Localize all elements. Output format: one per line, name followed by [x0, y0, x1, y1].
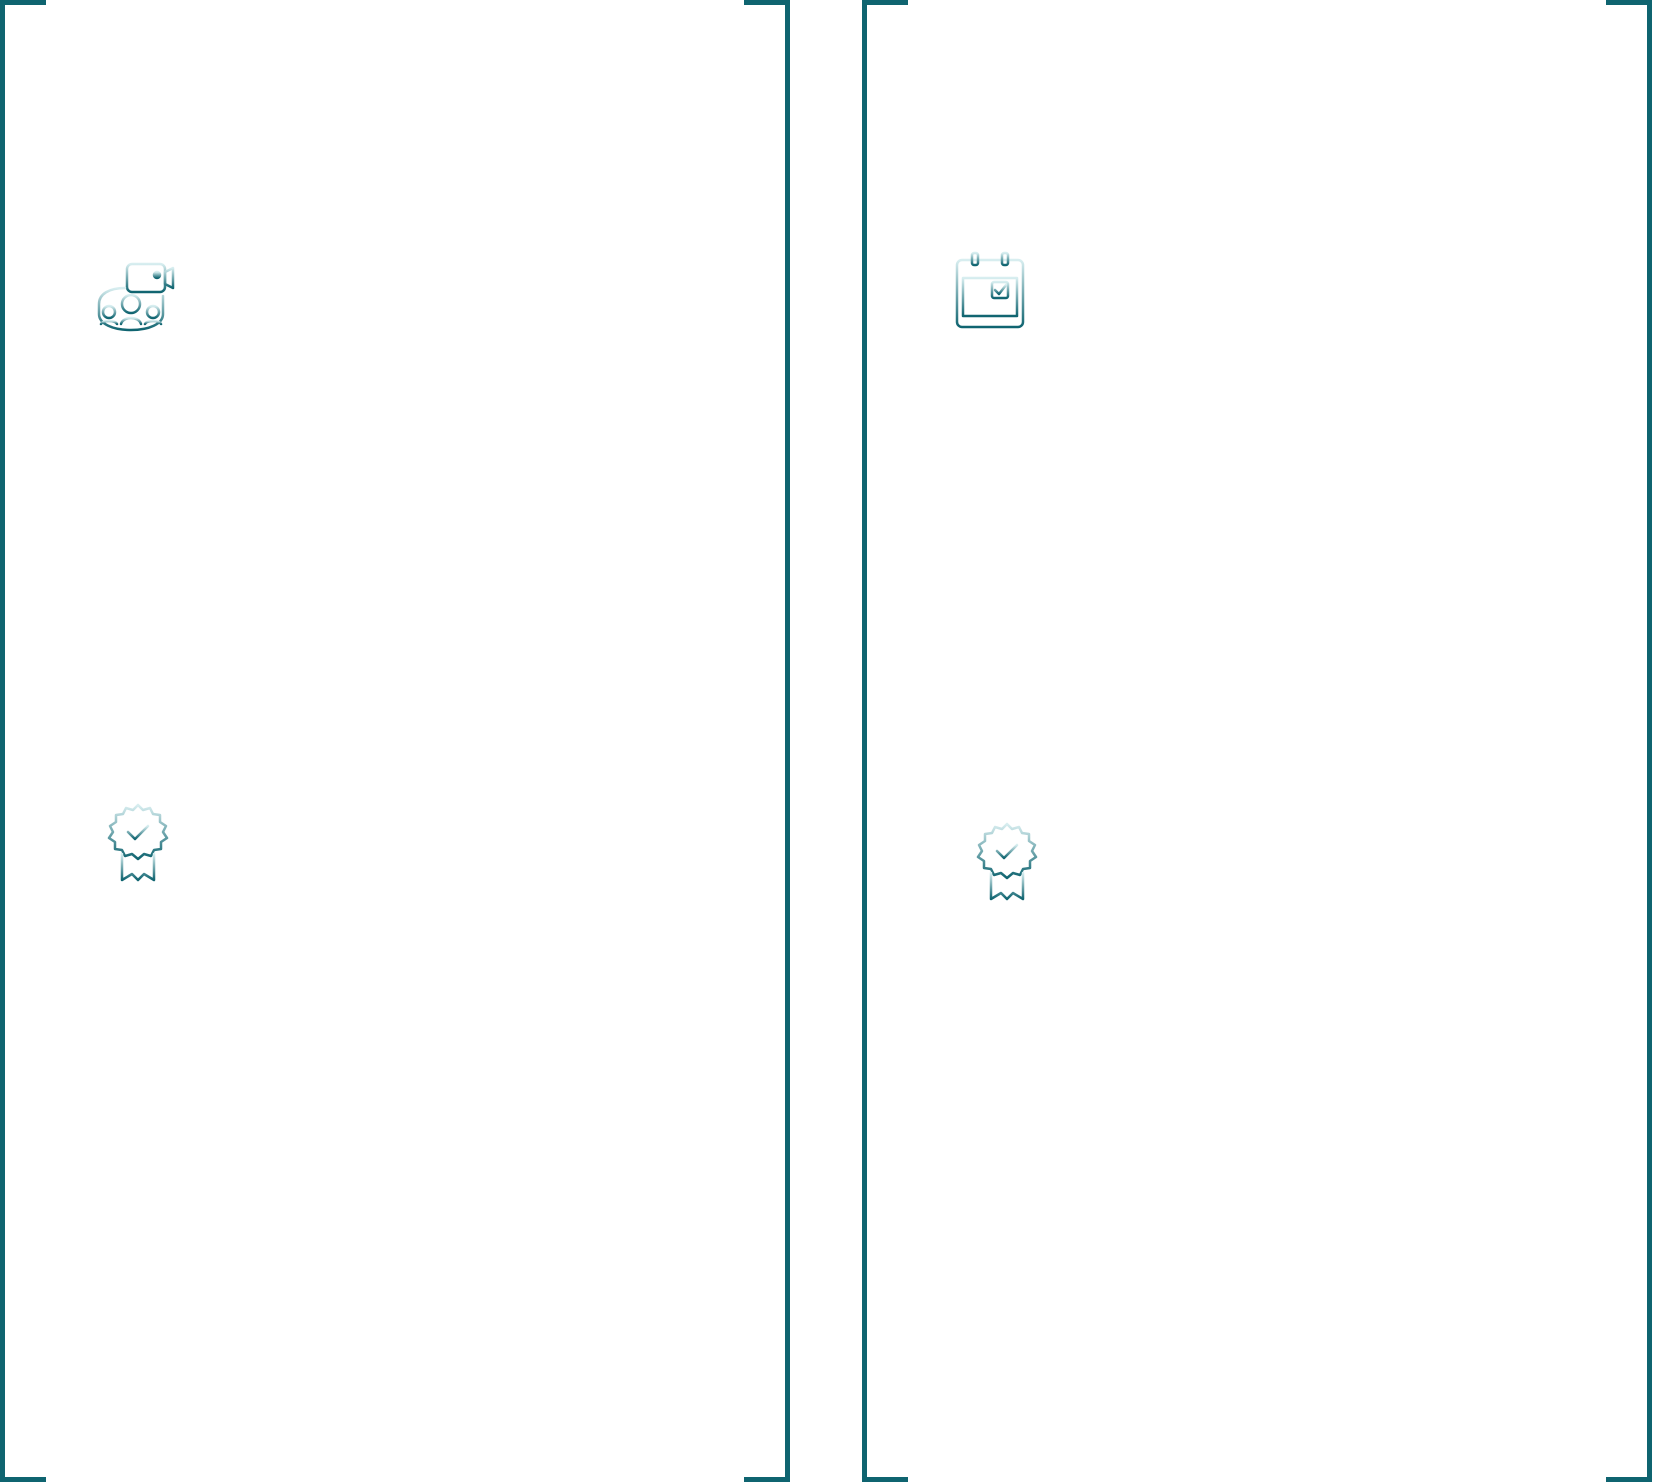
calendar-check-icon [954, 250, 1026, 330]
certificate-badge-icon [106, 802, 170, 884]
right-bracket-right-edge [1606, 0, 1652, 1482]
left-bracket-left-edge [0, 0, 46, 1482]
right-panel [862, 0, 1652, 1482]
right-bracket-left-edge [862, 0, 908, 1482]
certificate-badge-icon [975, 821, 1039, 903]
video-meeting-icon [95, 262, 179, 332]
left-panel [0, 0, 790, 1482]
left-bracket-right-edge [744, 0, 790, 1482]
